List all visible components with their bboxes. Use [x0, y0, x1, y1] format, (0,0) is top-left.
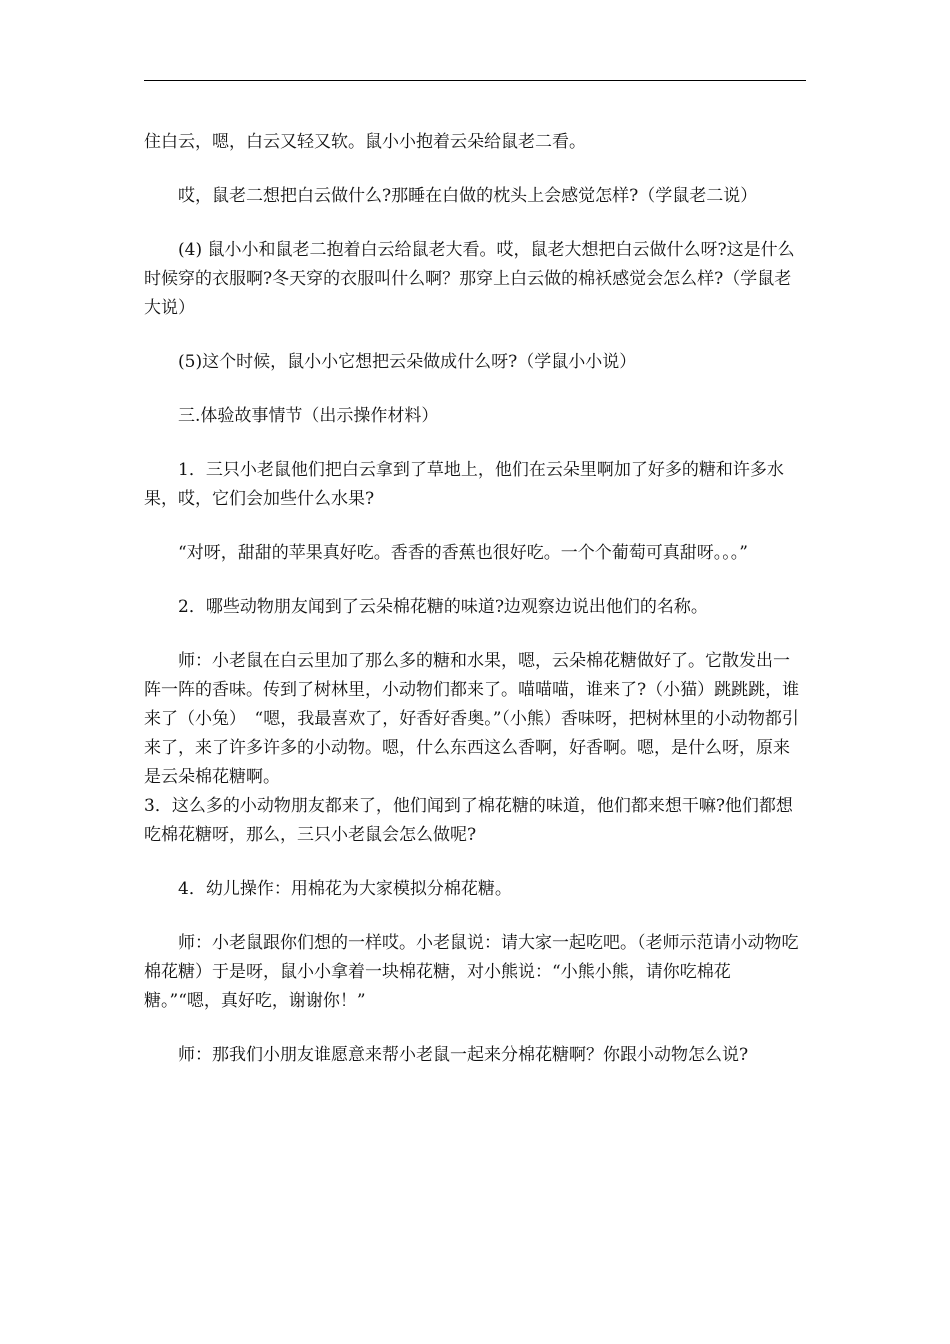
header-rule [144, 80, 806, 81]
paragraph-9: 师：小老鼠在白云里加了那么多的糖和水果，嗯，云朵棉花糖做好了。它散发出一阵一阵的香味。传到了树林里，小动物们都来了。喵喵喵，谁来了?（小猫）跳跳跳，谁来了（小兔） “嗯，我最喜欢了，好香好香奥。”（小熊）香味呀，把树林里的小动物都引来了，来了许多许多的小动物。嗯，什么东西这么香啊，好香啊。嗯，是什么呀，原来是云朵棉花糖啊。 [144, 651, 800, 787]
paragraph-11: 4．幼儿操作：用棉花为大家模拟分棉花糖。 [178, 879, 512, 899]
paragraph-7: “对呀，甜甜的苹果真好吃。香香的香蕉也很好吃。一个个葡萄可真甜呀。。。” [178, 543, 748, 563]
paragraph-13: 师：那我们小朋友谁愿意来帮小老鼠一起来分棉花糖啊？你跟小动物怎么说? [178, 1045, 749, 1065]
paragraph-2: 哎，鼠老二想把白云做什么?那睡在白做的枕头上会感觉怎样?（学鼠老二说） [178, 186, 758, 206]
section-heading-3: 三.体验故事情节（出示操作材料） [178, 406, 439, 426]
paragraph-1: 住白云，嗯，白云又轻又软。鼠小小抱着云朵给鼠老二看。 [144, 132, 586, 152]
document-body [144, 128, 806, 1095]
paragraph-4: (5)这个时候，鼠小小它想把云朵做成什么呀?（学鼠小小说） [178, 352, 637, 372]
paragraph-6: 1．三只小老鼠他们把白云拿到了草地上，他们在云朵里啊加了好多的糖和许多水果，哎，它们会加些什么水果? [144, 460, 784, 509]
paragraph-3: (4) 鼠小小和鼠老二抱着白云给鼠老大看。哎，鼠老大想把白云做什么呀?这是什么时候穿的衣服啊?冬天穿的衣服叫什么啊？那穿上白云做的棉袄感觉会怎么样?（学鼠老大说） [144, 240, 795, 318]
paragraph-10: 3．这么多的小动物朋友都来了，他们闻到了棉花糖的味道，他们都来想干嘛?他们都想吃棉花糖呀，那么，三只小老鼠会怎么做呢? [144, 796, 793, 845]
paragraph-8: 2．哪些动物朋友闻到了云朵棉花糖的味道?边观察边说出他们的名称。 [178, 597, 708, 617]
paragraph-12: 师：小老鼠跟你们想的一样哎。小老鼠说：请大家一起吃吧。（老师示范请小动物吃棉花糖）于是呀，鼠小小拿着一块棉花糖，对小熊说：“小熊小熊，请你吃棉花糖。”“嗯，真好吃，谢谢你！” [144, 933, 799, 1011]
